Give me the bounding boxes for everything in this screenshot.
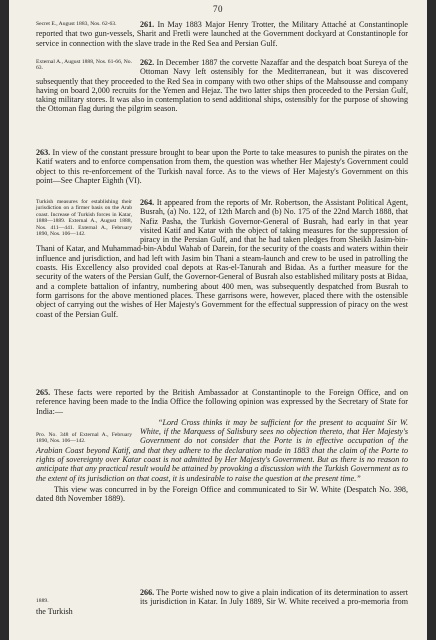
paragraph-text: In December 1887 the corvette Nazaffar and the despatch boat Sureya of the Ottoman Navy left ostensibly for the Mediterranean, but it was discovered subsequently that they proceeded to the Red Sea in company with two other ships of the Mahsousse and company having on board 2,000 recruits for the Yemen and Hejaz. The two latter ships then proceeded to the Persian Gulf, taking military stores. It was also in contemplation to send additional ships, ostensibly for the purpose of showing the Ottoman flag during the pilgrim season. [36, 58, 408, 114]
document-page [9, 0, 427, 640]
quote-block [36, 418, 408, 483]
paragraph-263 [36, 148, 408, 185]
paragraph-261 [36, 20, 408, 48]
paragraph-262 [36, 58, 408, 114]
margin-note: External A., August 1888, Nos. 61-66, No. 63. [36, 59, 132, 72]
margin-note: 1889. [36, 598, 49, 604]
margin-note: Pro. No. 348 of External A., February 1890, Nos. 106—142. [36, 431, 132, 445]
paragraph-text: The Porte wished now to give a plain indication of its determination to assert its jurisdiction in Katar. In July 1889, Sir W. White received a pro-memoria from the Turkish [36, 588, 408, 616]
paragraph-text: In view of the constant pressure brought to bear upon the Porte to take measures to punish the pirates on the Katif waters and to enforce compensation from them, the question was whether Her Majesty's Government could object to this re-enforcement of the Turkish naval force. As to the views of Her Majesty's Government on this point—See Chapter Eighth (VI). [36, 148, 408, 185]
paragraph-number: 263. [36, 148, 51, 157]
paragraph-tail: This view was concurred in by the Foreign Office and communicated to Sir W. White (Despatch No. 398, dated 8th November 1889). [36, 484, 408, 504]
paragraph-number: 266. [140, 588, 155, 597]
paragraph-265 [36, 388, 408, 504]
margin-note: Secret E., August 1883, Nos. 62-63. [36, 21, 117, 27]
paragraph-266 [36, 588, 408, 616]
paragraph-264 [36, 198, 408, 319]
paragraph-number: 262. [140, 58, 155, 67]
page-number: 70 [213, 4, 223, 14]
quoted-opinion: “Lord Cross thinks it may be sufficient for the present to acquaint Sir W. White, if the Marquess of Salisbury sees no objection thereto, that Her Majesty's Government do not consider that the Porte is in effective occupation of the Arabian Coast beyond Katif, and that they adhere to the declaration made in 1883 that the claim of the Porte to rights of sovereignty over Katar coast is not admitted by Her Majesty's Government. But as there is no reason to anticipate that any practical result would be attained by provoking a discussion with the Turkish Government as to the extent of its jurisdiction on that coast, it is undesirable to raise the question at the present time.” [36, 417, 408, 483]
paragraph-text: It appeared from the reports of Mr. Robertson, the Assistant Political Agent, Busrah, (a) No. 122, of 12th March and (b) No. 175 of the 22nd March 1888, that Nafiz Pasha, the Turkish Governor-General of Busrah, had early in that year visited Katif and Katar with the object of taking measures for the suppression of piracy in the Persian Gulf, and that he had taken pledges from Sheikh Jasim-bin-Thani of Katar, and Muhammad-bin-Abdul Wahab of Darein, for the security of the coasts and waters within their influence and jurisdiction, and had left with Jasim bin Thani a steam-launch and crew to be used in patrolling the coasts. His Excellency also provided coal depots at Ras-el-Tanurah and Bidaa. As a further measure for the security of the waters of the Persian Gulf, the Governor-General of Busrah also established military posts at Bidaa, and a complete battalion of infantry, numbering about 400 men, was subsequently despatched from Busrah to form garrisons for the above mentioned places. These garrisons were, however, placed there with the ostensible object of carrying out the wishes of Her Majesty's Government for the effectual suppression of piracy on the west coast of the Persian Gulf. [36, 198, 408, 319]
paragraph-text: In May 1883 Major Henry Trotter, the Military Attaché at Constantinople reported that two gun-vessels, Sharit and Fretli were launched at the Government dockyard at Constantinople for service in connection with the slave trade in the Red Sea and Persian Gulf. [36, 20, 408, 48]
paragraph-number: 261. [140, 20, 155, 29]
paragraph-number: 265. [36, 388, 51, 397]
paragraph-number: 264. [140, 198, 155, 207]
paragraph-text: These facts were reported by the British Ambassador at Constantinople to the Foreign Office, and on reference having been made to the India Office the following opinion was expressed by the Secretary of State for India:— [36, 388, 408, 416]
margin-note: Turkish measures for establishing their jurisdiction on a firmer basis on the Arab coast. Increase of Turkish forces in Katar, 1888—1889. External A., August 1888, Nos. 411—441. External A., February 1890, Nos. 106—142. [36, 199, 132, 238]
